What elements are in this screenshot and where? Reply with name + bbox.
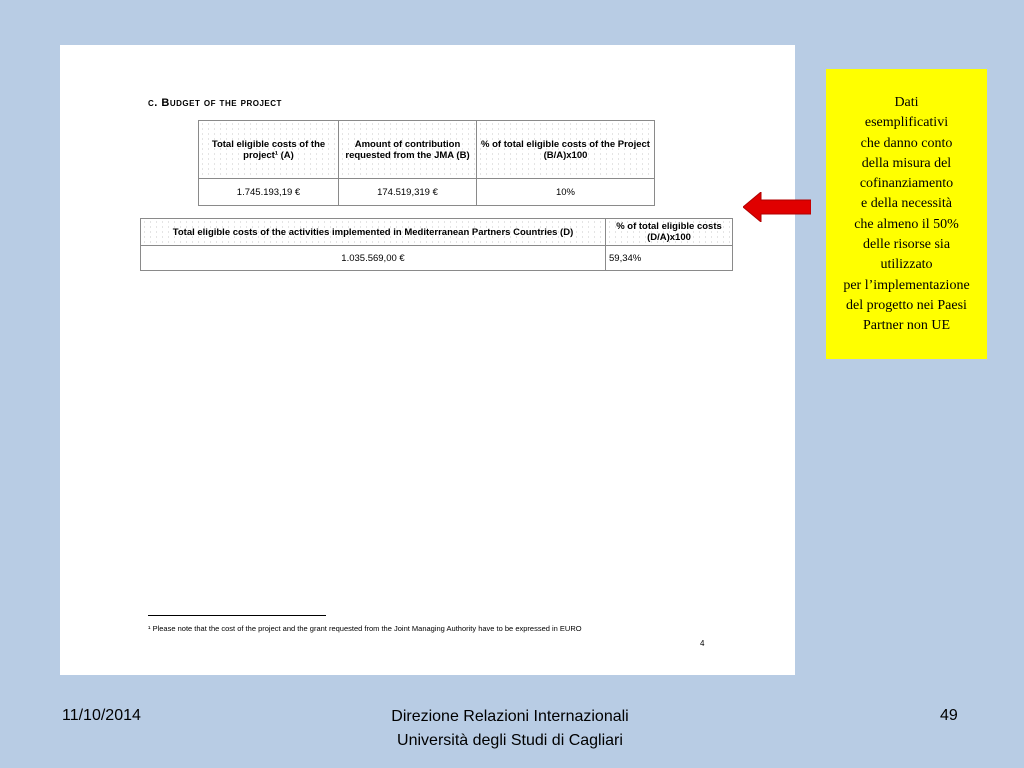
value-cell-percentage: 10% — [477, 179, 655, 206]
slide-number: 49 — [940, 707, 958, 724]
header-cell-contribution: Amount of contribution requested from the JMA (B) — [339, 121, 477, 179]
header-cell-percentage: % of total eligible costs of the Project (B/A)x100 — [477, 121, 655, 179]
note-line: cofinanziamento — [859, 176, 954, 192]
note-line: che danno conto — [860, 135, 953, 151]
section-title: c. Budget of the project — [148, 97, 282, 109]
budget-table — [198, 120, 655, 206]
footer-institution — [350, 705, 670, 753]
note-line: e della necessità — [861, 196, 952, 212]
red-left-arrow-icon — [743, 192, 811, 222]
header-cell-mpc-percentage: % of total eligible costs (D/A)x100 — [606, 219, 733, 246]
mpc-costs-table — [140, 218, 733, 271]
note-line: del progetto nei Paesi — [846, 297, 967, 313]
footer-university: Università degli Studi di Cagliari — [397, 732, 623, 749]
note-line: che almeno il 50% — [854, 216, 959, 232]
value-cell-contribution: 174.519,319 € — [339, 179, 477, 206]
value-cell-mpc-percentage: 59,34% — [606, 246, 733, 271]
footer-department: Direzione Relazioni Internazionali — [391, 708, 629, 725]
footnote: ¹ Please note that the cost of the project and the grant requested from the Joint Managing Authority have to be expressed in EURO — [148, 624, 582, 633]
note-line: Partner non UE — [862, 318, 951, 334]
table-row — [141, 219, 733, 246]
note-line: per l’implementazione — [843, 277, 970, 293]
header-cell-total-costs: Total eligible costs of the project¹ (A) — [199, 121, 339, 179]
explanatory-note — [826, 69, 987, 359]
note-line: della misura del — [861, 155, 952, 171]
footer-date: 11/10/2014 — [62, 707, 141, 724]
footnote-divider — [148, 615, 326, 616]
header-cell-mpc-costs: Total eligible costs of the activities implemented in Mediterranean Partners Countries (D) — [141, 219, 606, 246]
note-line: delle risorse sia — [862, 237, 951, 253]
document-page-number: 4 — [700, 639, 705, 648]
table-row — [199, 179, 655, 206]
value-cell-total-costs: 1.745.193,19 € — [199, 179, 339, 206]
document-page — [60, 45, 795, 675]
note-line: esemplificativi — [864, 115, 949, 131]
table-row — [141, 246, 733, 271]
note-line: Dati — [894, 95, 919, 110]
note-line: utilizzato — [880, 257, 933, 273]
table-row — [199, 121, 655, 179]
value-cell-mpc-costs: 1.035.569,00 € — [141, 246, 606, 271]
